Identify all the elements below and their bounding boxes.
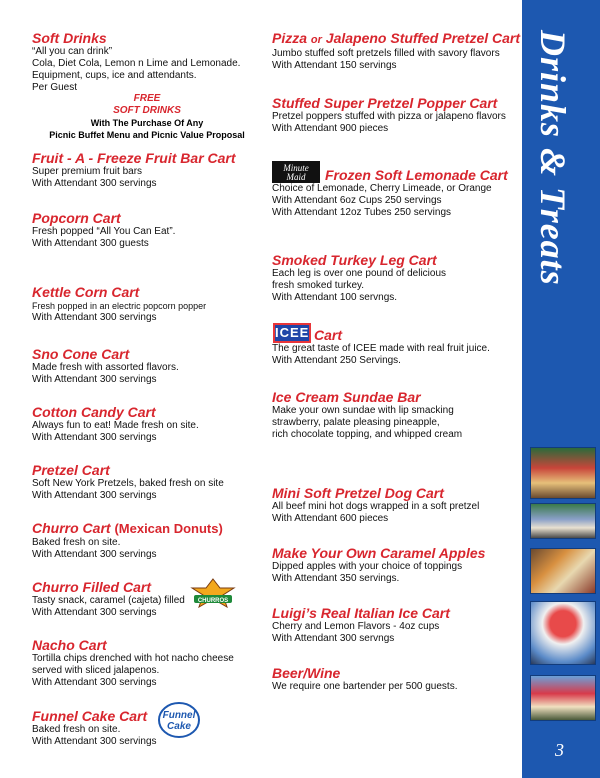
item-desc-line: With Attendant 300 servngs	[272, 633, 395, 644]
photo-event-tents	[530, 503, 596, 539]
item-title: Beer/Wine	[272, 665, 341, 681]
item-title: Frozen Soft Lemonade Cart	[325, 167, 508, 183]
funnel-cake-logo	[158, 702, 200, 738]
item-title: Nacho Cart	[32, 637, 107, 653]
item-desc-line: With Attendant 900 pieces	[272, 123, 389, 134]
item-desc-line: With Attendant 300 guests	[32, 238, 149, 249]
menu-item-nacho	[32, 637, 262, 689]
item-desc-line: Jumbo stuffed soft pretzels filled with savory flavors	[272, 48, 500, 59]
funnel-logo-text: Cake	[167, 721, 191, 732]
item-desc-line: With Attendant 250 Servings.	[272, 355, 401, 366]
item-title: Pretzel Cart	[32, 462, 110, 478]
item-desc-line: Cherry and Lemon Flavors - 4oz cups	[272, 621, 440, 632]
item-desc-line: served with sliced jalapenos.	[32, 665, 160, 676]
item-title: Ice Cream Sundae Bar	[272, 389, 421, 405]
promo-line: With The Purchase Of Any	[90, 118, 204, 128]
item-desc-line: Dipped apples with your choice of toppings	[272, 561, 463, 572]
item-desc-line: Baked fresh on site.	[32, 724, 121, 735]
churros-logo	[190, 578, 236, 608]
item-desc-line: Equipment, cups, ice and attendants.	[32, 70, 197, 81]
menu-item-popcorn	[32, 210, 262, 250]
item-desc-line: With Attendant 350 servings.	[272, 573, 400, 584]
menu-item-sno-cone	[32, 346, 262, 386]
free-soft-drinks-promo	[32, 93, 262, 141]
item-title: Fruit - A - Freeze Fruit Bar Cart	[32, 150, 236, 166]
minute-maid-logo-text: Minute	[283, 163, 309, 173]
item-desc-line: Make your own sundae with lip smacking	[272, 405, 454, 416]
item-desc-line: Each leg is over one pound of delicious	[272, 268, 447, 279]
title-sub: (Mexican Donuts)	[114, 521, 223, 536]
menu-item-sundae-bar	[272, 389, 512, 441]
menu-item-cotton-candy	[32, 404, 262, 444]
churros-logo-text: CHURROS	[197, 598, 229, 604]
item-desc-line: With Attendant 300 servings	[32, 178, 157, 189]
item-desc-line: Fresh popped “All You Can Eat”.	[32, 226, 176, 237]
page-number: 3	[555, 740, 564, 760]
promo-line: Picnic Buffet Menu and Picnic Value Proposal	[49, 130, 245, 140]
item-title: Smoked Turkey Leg Cart	[272, 252, 437, 268]
title-main: Churro Cart	[32, 520, 111, 536]
item-title	[272, 30, 521, 48]
item-desc-line: Always fun to eat! Made fresh on site.	[32, 420, 199, 431]
item-desc-line: With Attendant 300 servings	[32, 432, 157, 443]
item-desc-line: With Attendant 300 servings	[32, 374, 157, 385]
menu-item-italian-ice	[272, 605, 512, 645]
menu-item-pretzel-dog	[272, 485, 512, 525]
item-desc-line: Choice of Lemonade, Cherry Limeade, or Orange	[272, 183, 492, 194]
menu-item-soft-drinks	[32, 30, 262, 94]
item-desc-line: rich chocolate topping, and whipped cream	[272, 429, 463, 440]
item-title: Cart	[314, 327, 343, 343]
item-desc-line: With Attendant 300 servings	[32, 736, 157, 747]
sidebar-title	[522, 30, 600, 390]
title-part: or	[310, 34, 322, 46]
item-title: Popcorn Cart	[32, 210, 121, 226]
menu-item-churro	[32, 520, 262, 561]
menu-item-pretzel-popper	[272, 95, 512, 135]
item-desc-line: Tasty snack, caramel (cajeta) filled	[32, 595, 185, 606]
photo-cart-umbrella	[530, 601, 596, 665]
item-title: Funnel Cake Cart	[32, 708, 148, 724]
item-desc-line: Super premium fruit bars	[32, 166, 143, 177]
item-title: Sno Cone Cart	[32, 346, 130, 362]
title-part: Pizza	[272, 30, 308, 46]
item-desc-line: With Attendant 600 pieces	[272, 513, 389, 524]
item-desc-line: The great taste of ICEE made with real fruit juice.	[272, 343, 490, 354]
minute-maid-logo	[272, 161, 320, 183]
item-desc-line: fresh smoked turkey.	[272, 280, 365, 291]
promo-line: FREE	[133, 93, 161, 104]
photo-caramel-apples	[530, 548, 596, 594]
item-desc-line: “All you can drink”	[32, 46, 113, 57]
item-title: Stuffed Super Pretzel Popper Cart	[272, 95, 498, 111]
item-desc-line: With Attendant 6oz Cups 250 servings	[272, 195, 442, 206]
photo-popcorn-cart	[530, 447, 596, 499]
menu-item-funnel-cake	[32, 708, 262, 748]
item-desc-line: All beef mini hot dogs wrapped in a soft pretzel	[272, 501, 480, 512]
minute-maid-logo-text: Maid	[286, 172, 306, 182]
item-desc-line: With Attendant 100 servngs.	[272, 292, 398, 303]
menu-item-pretzel	[32, 462, 262, 502]
item-desc-line: Pretzel poppers stuffed with pizza or jalapeno flavors	[272, 111, 506, 122]
item-desc-line: Fresh popped in an electric popcorn popper	[32, 301, 207, 311]
item-desc-line: With Attendant 300 servings	[32, 607, 157, 618]
photo-vendor-stand	[530, 675, 596, 721]
item-title: Luigi’s Real Italian Ice Cart	[272, 605, 450, 621]
item-title: Cotton Candy Cart	[32, 404, 156, 420]
title-part: Jalapeno Stuffed Pretzel Cart	[325, 30, 521, 46]
menu-item-beer-wine	[272, 665, 512, 693]
item-title: Churro Filled Cart	[32, 579, 152, 595]
item-desc-line: Soft New York Pretzels, baked fresh on site	[32, 478, 224, 489]
menu-item-stuffed-pretzel	[272, 30, 521, 72]
item-desc-line: Cola, Diet Cola, Lemon n Lime and Lemonade.	[32, 58, 241, 69]
item-desc-line: We require one bartender per 500 guests.	[272, 681, 458, 692]
item-desc-line: With Attendant 300 servings	[32, 549, 157, 560]
icee-logo: ICEE	[273, 323, 311, 343]
item-desc-line: Made fresh with assorted flavors.	[32, 362, 179, 373]
item-desc-line: With Attendant 300 servings	[32, 490, 157, 501]
item-desc-line: With Attendant 150 servings	[272, 60, 397, 71]
item-desc-line: With Attendant 300 servings	[32, 312, 157, 323]
item-desc-line: strawberry, palate pleasing pineapple,	[272, 417, 440, 428]
item-desc-line: Tortilla chips drenched with hot nacho cheese	[32, 653, 234, 664]
item-desc-line: Baked fresh on site.	[32, 537, 121, 548]
item-desc-line: With Attendant 300 servings	[32, 677, 157, 688]
item-desc-line: With Attendant 12oz Tubes 250 servings	[272, 207, 451, 218]
menu-item-turkey-leg	[272, 252, 512, 304]
item-title: Mini Soft Pretzel Dog Cart	[272, 485, 444, 501]
item-title: Make Your Own Caramel Apples	[272, 545, 486, 561]
promo-line: SOFT DRINKS	[113, 105, 181, 116]
churros-logo-icon	[190, 578, 236, 608]
funnel-cake-logo-icon	[158, 702, 200, 738]
funnel-logo-text: Funnel	[162, 710, 196, 721]
menu-item-caramel-apples	[272, 545, 512, 585]
menu-item-kettle-corn	[32, 284, 262, 324]
menu-item-fruit-bar	[32, 150, 262, 190]
item-title	[32, 520, 262, 537]
item-title: Soft Drinks	[32, 30, 107, 46]
item-desc-line: Per Guest	[32, 82, 78, 93]
sidebar-title-text: Drinks & Treats	[533, 30, 573, 286]
item-title: Kettle Corn Cart	[32, 284, 140, 300]
